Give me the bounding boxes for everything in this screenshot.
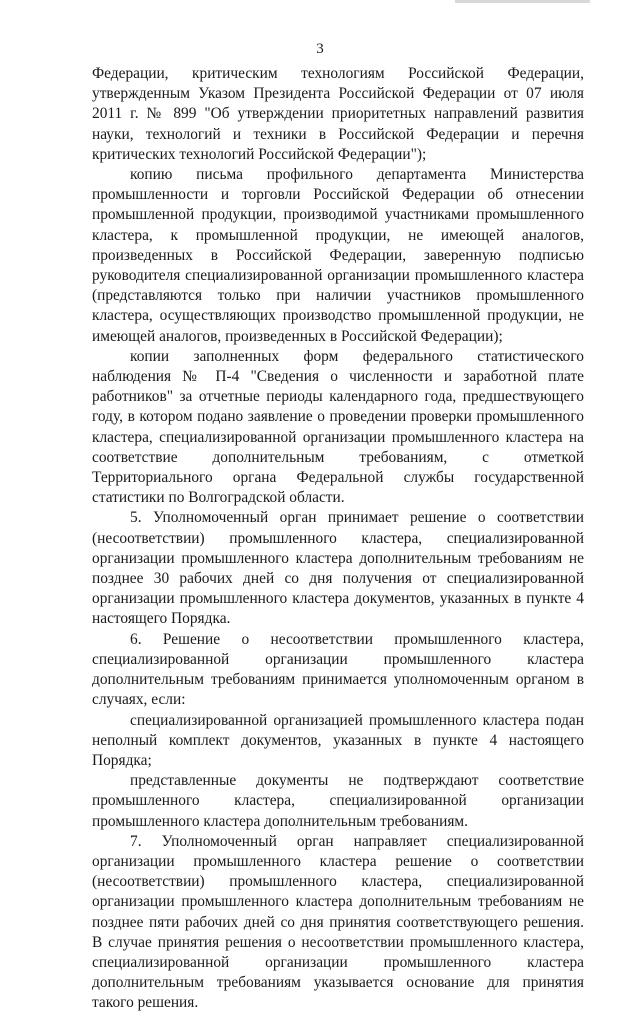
paragraph-forms-copies: копии заполненных форм федерального статистического наблюдения № П-4 "Сведения о численности и заработной плате работников" за отчетные периоды календарного года, предшествующего году, в котором подано заявление о проведении проверки промышленного кластера, специализированной организации промышленного кластера на соответствие дополнительным требованиям, с отметкой Территориального органа Федеральной службы государственной статистики по Волгоградской области.	[92, 347, 584, 507]
paragraph-item-5: 5. Уполномоченный орган принимает решение о соответствии (несоответствии) промышленного кластера, специализированной организации промышленного кластера дополнительным требованиям не позднее 30 рабочих дней со дня получения от специализированной организации промышленного кластера документов, указанных в пункте 4 настоящего Порядка.	[92, 509, 584, 628]
paragraph-continuation: Федерации, критическим технологиям Российской Федерации, утвержденным Указом Президента Российской Федерации от 07 июля 2011 г. № 899 "Об утверждении приоритетных направлений развития науки, технологий и техники в Российской Федерации и перечня критических технологий Российской Федерации");	[92, 65, 584, 163]
paragraph-item-6: 6. Решение о несоответствии промышленного кластера, специализированной организации промышленного кластера дополнительным требованиям принимается уполномоченным органом в случаях, если:	[92, 630, 584, 709]
scan-edge-mark	[455, 0, 590, 3]
page-number: 3	[316, 41, 324, 57]
paragraph-case-not-confirmed: представленные документы не подтверждают соответствие промышленного кластера, специализированной организации промышленного кластера дополнительным требованиям.	[92, 772, 584, 830]
paragraph-case-incomplete: специализированной организацией промышленного кластера подан неполный комплект документов, указанных в пункте 4 настоящего Порядка;	[92, 711, 584, 769]
paragraph-item-7: 7. Уполномоченный орган направляет специализированной организации промышленного кластера решение о соответствии (несоответствии) промышленного кластера, специализированной организации промышленного кластера дополнительным требованиям не позднее пяти рабочих дней со дня принятия соответствующего решения. В случае принятия решения о несоответствии промышленного кластера, специализированной организации промышленного кластера дополнительным требованиям указывается основание для принятия такого решения.	[92, 832, 584, 1012]
document-body	[92, 64, 584, 1014]
paragraph-letter-copy: копию письма профильного департамента Министерства промышленности и торговли Российской Федерации об отнесении промышленной продукции, производимой участниками промышленного кластера, к промышленной продукции, не имеющей аналогов, произведенных в Российской Федерации, заверенную подписью руководителя специализированной организации промышленного кластера (представляются только при наличии участников промышленного кластера, осуществляющих производство промышленной продукции, не имеющей аналогов, произведенных в Российской Федерации);	[92, 166, 584, 345]
